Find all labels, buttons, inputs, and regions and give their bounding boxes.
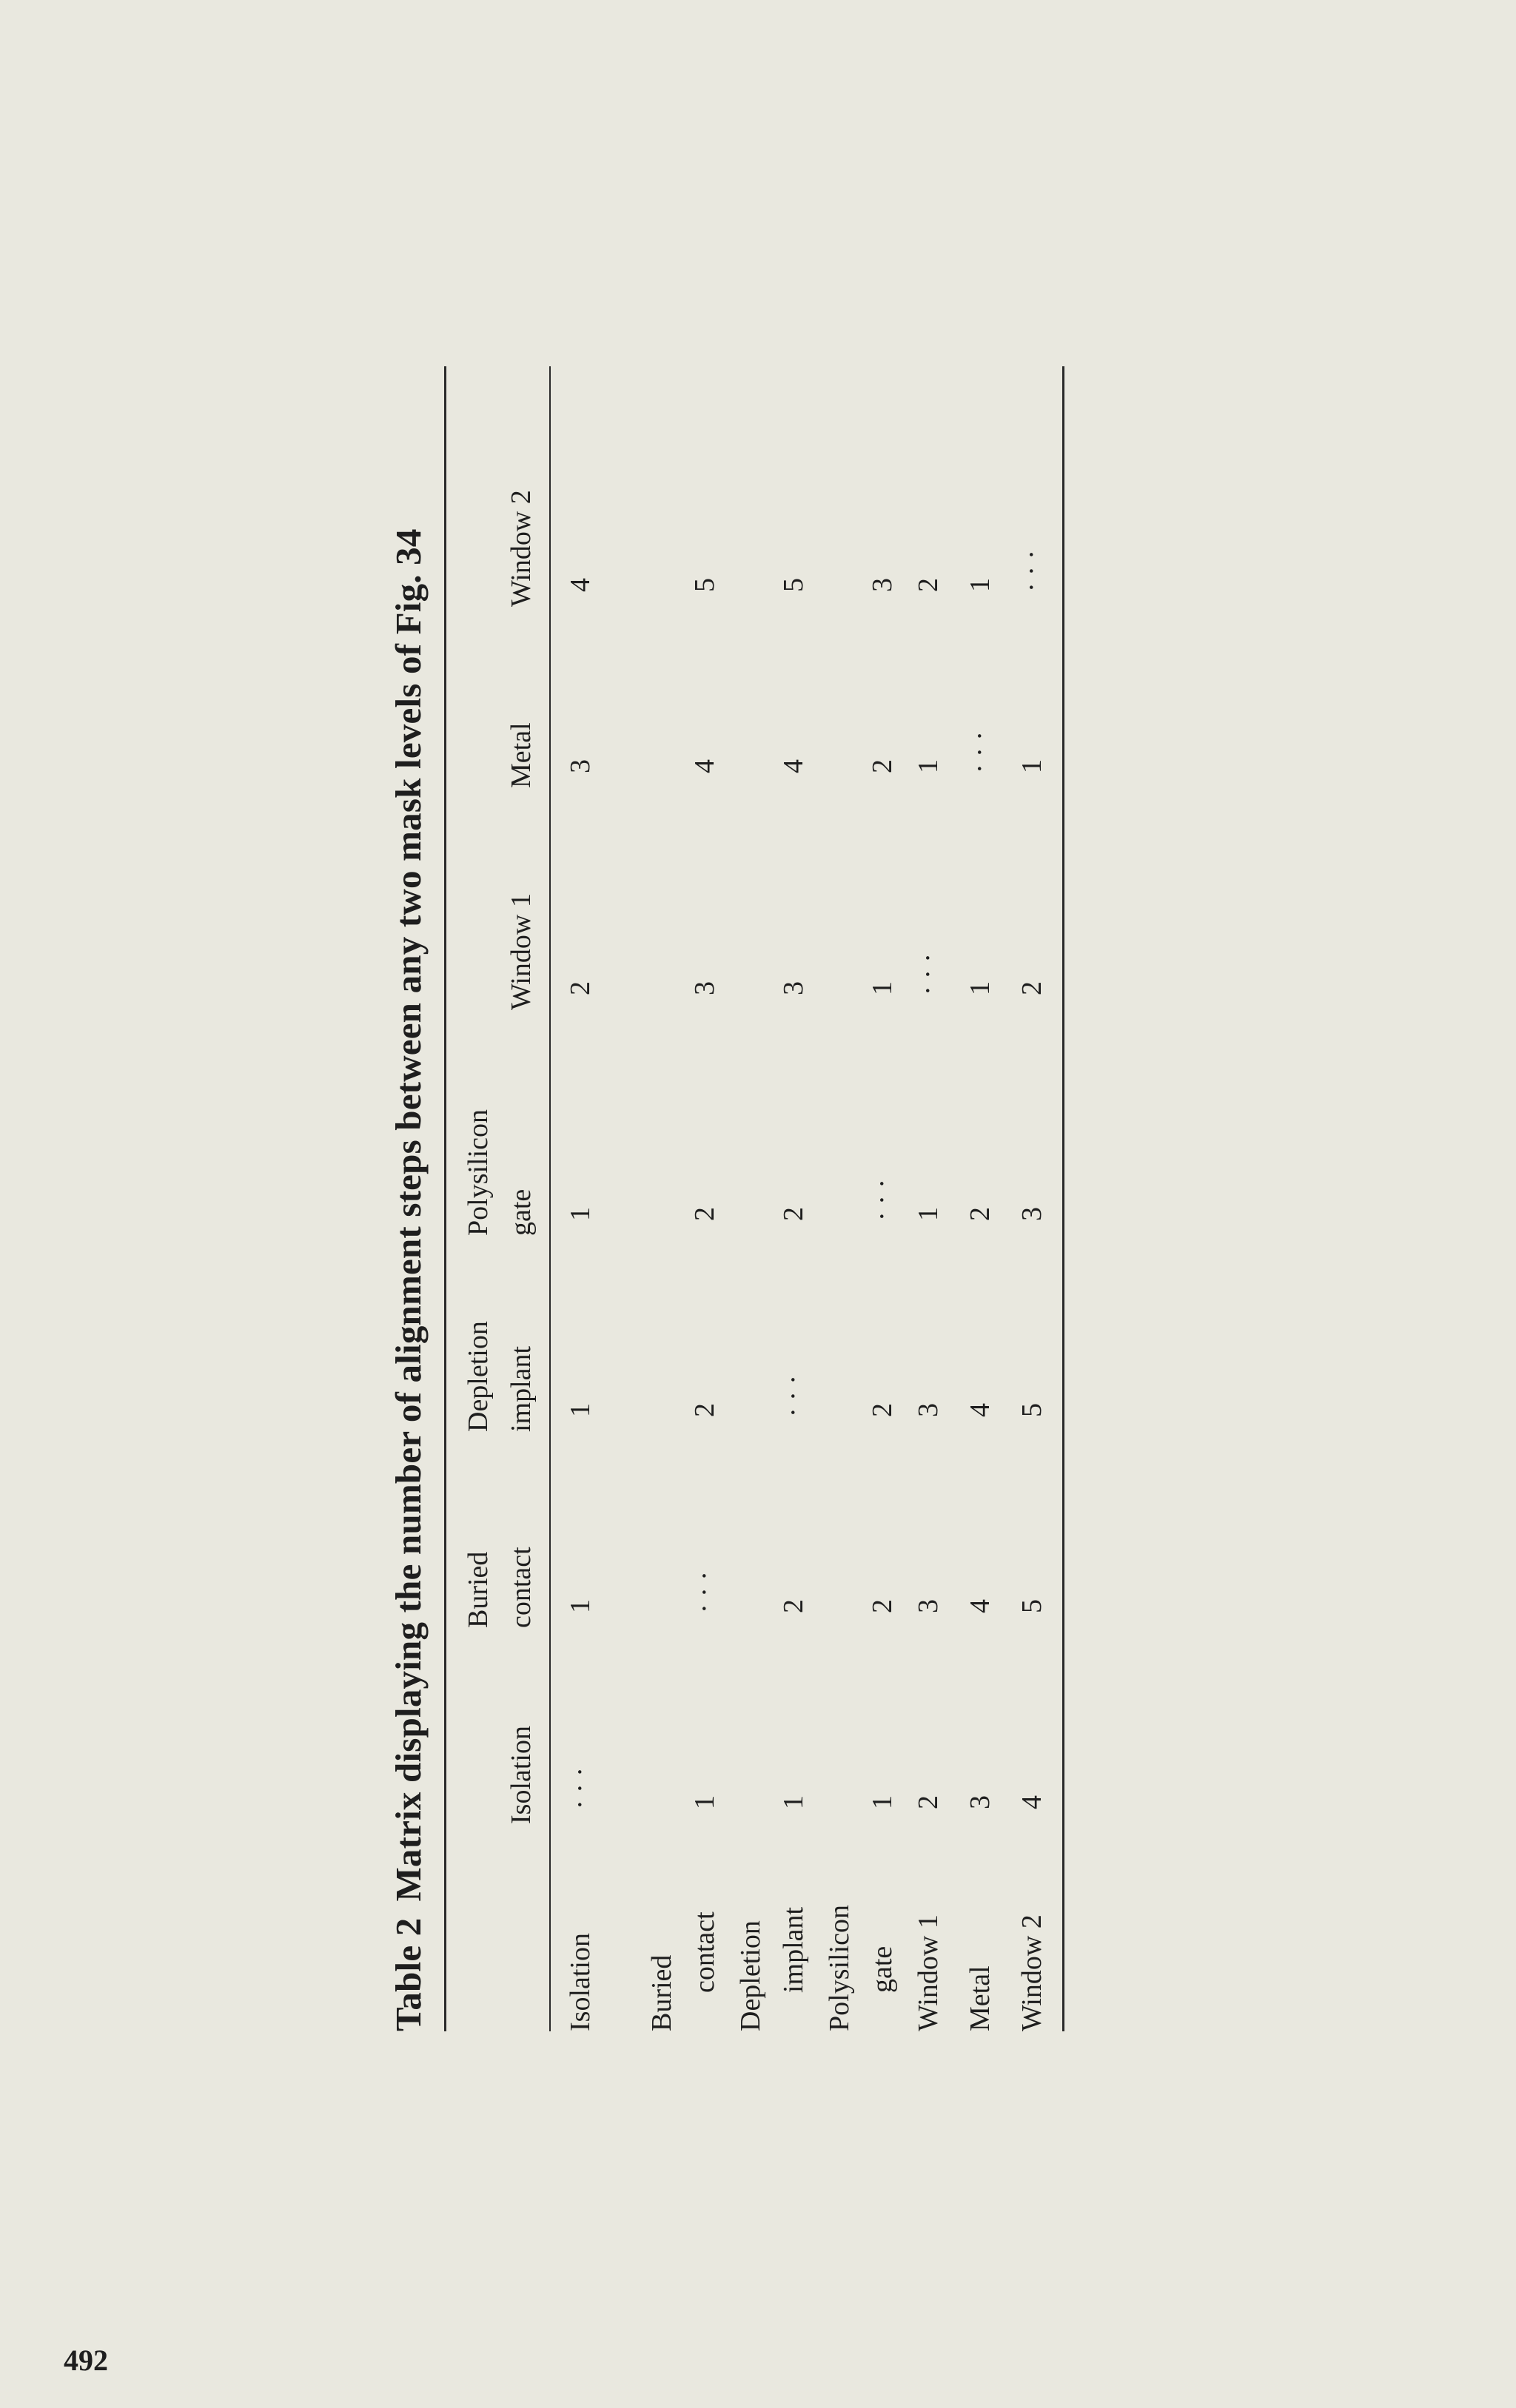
column-header-line2: Isolation [506, 1726, 537, 1824]
table-cell: 3 [778, 981, 809, 995]
row-label-line2: contact [689, 1911, 720, 1993]
column-header [457, 1321, 543, 1432]
table-cell: 3 [689, 981, 720, 995]
table-cell: 1 [913, 1207, 944, 1221]
table-cell: · · · [913, 953, 944, 995]
table-cell: 2 [867, 759, 898, 773]
row-label [818, 1869, 904, 2031]
table-cell: 2 [913, 1795, 944, 1809]
table-cell: 1 [565, 1599, 596, 1613]
row-label [640, 1869, 726, 2031]
table-cell: 2 [565, 981, 596, 995]
column-header-line2: gate [506, 1188, 537, 1236]
row-label [729, 1869, 815, 2031]
table-cell: 3 [867, 578, 898, 592]
row-label-line1: Buried [646, 1954, 677, 2031]
column-header-line2: Window 2 [506, 490, 537, 607]
table-cell: · · · [965, 731, 996, 773]
table-caption-text: Matrix displaying the number of alignment steps between any two mask levels of Fig. 34 [388, 528, 429, 1902]
bottom-rule [1062, 366, 1064, 2031]
column-header-line2: contact [506, 1547, 537, 1628]
table-cell: 4 [965, 1599, 996, 1613]
table-cell: 1 [965, 981, 996, 995]
column-header-line1: Polysilicon [463, 1109, 494, 1236]
column-header [457, 490, 543, 607]
table-cell: 1 [867, 981, 898, 995]
table-cell: 2 [867, 1599, 898, 1613]
row-label-line1: Window 2 [1016, 1914, 1047, 2031]
table-caption [387, 528, 429, 2031]
column-header-line2: Window 1 [506, 893, 537, 1010]
table-cell: 4 [965, 1403, 996, 1417]
table-cell: · · · [1016, 550, 1047, 592]
table-cell: 1 [965, 578, 996, 592]
row-label [559, 1869, 602, 2031]
column-header-line1: Depletion [463, 1321, 494, 1432]
table-cell: 1 [913, 759, 944, 773]
table-cell: 1 [565, 1403, 596, 1417]
column-header [457, 1109, 543, 1236]
table-cell: 2 [965, 1207, 996, 1221]
table-cell: 1 [565, 1207, 596, 1221]
table-cell: 2 [867, 1403, 898, 1417]
row-label [907, 1869, 950, 2031]
table-cell: 5 [778, 578, 809, 592]
row-label-line1: Polysilicon [824, 1904, 855, 2031]
table-cell: 3 [913, 1599, 944, 1613]
table-cell: 4 [778, 759, 809, 773]
table-cell: 3 [913, 1403, 944, 1417]
row-label-line1: Depletion [735, 1920, 766, 2031]
table-cell: 2 [1016, 981, 1047, 995]
table-cell: 5 [1016, 1599, 1047, 1613]
table-cell: 3 [1016, 1207, 1047, 1221]
table-caption-label: Table 2 [388, 1917, 429, 2031]
table-cell: 1 [689, 1795, 720, 1809]
row-label-line2: gate [867, 1945, 898, 1993]
page-number: 492 [64, 2344, 108, 2377]
row-label-line2: implant [778, 1906, 809, 1993]
row-label [959, 1869, 1002, 2031]
row-label-line1: Metal [965, 1965, 996, 2031]
table-cell: 2 [913, 578, 944, 592]
table-cell: 2 [689, 1403, 720, 1417]
table-cell: 2 [689, 1207, 720, 1221]
column-header [457, 1547, 543, 1628]
table-cell: · · · [565, 1767, 596, 1809]
table-block [374, 366, 1073, 2031]
column-header [457, 1726, 543, 1824]
column-header-line2: implant [506, 1345, 537, 1432]
table-cell: 2 [778, 1207, 809, 1221]
table-cell: 2 [778, 1599, 809, 1613]
table-cell: 5 [1016, 1403, 1047, 1417]
table-cell: 1 [1016, 759, 1047, 773]
table-cell: · · · [867, 1179, 898, 1221]
table-cell: 1 [778, 1795, 809, 1809]
row-label-line1: Isolation [565, 1933, 596, 2031]
column-header [457, 893, 543, 1010]
table-cell: · · · [689, 1571, 720, 1613]
top-rule [444, 366, 446, 2031]
column-header-line2: Metal [506, 722, 537, 788]
table-cell: 1 [867, 1795, 898, 1809]
table-cell: 3 [565, 759, 596, 773]
column-header [457, 722, 543, 788]
table-cell: · · · [778, 1375, 809, 1417]
table-cell: 4 [689, 759, 720, 773]
row-label [1010, 1869, 1053, 2031]
table-cell: 4 [1016, 1795, 1047, 1809]
header-rule [549, 366, 551, 2031]
column-header-line1: Buried [463, 1551, 494, 1628]
table-cell: 5 [689, 578, 720, 592]
table-cell: 4 [565, 578, 596, 592]
table-cell: 3 [965, 1795, 996, 1809]
row-label-line1: Window 1 [913, 1914, 944, 2031]
